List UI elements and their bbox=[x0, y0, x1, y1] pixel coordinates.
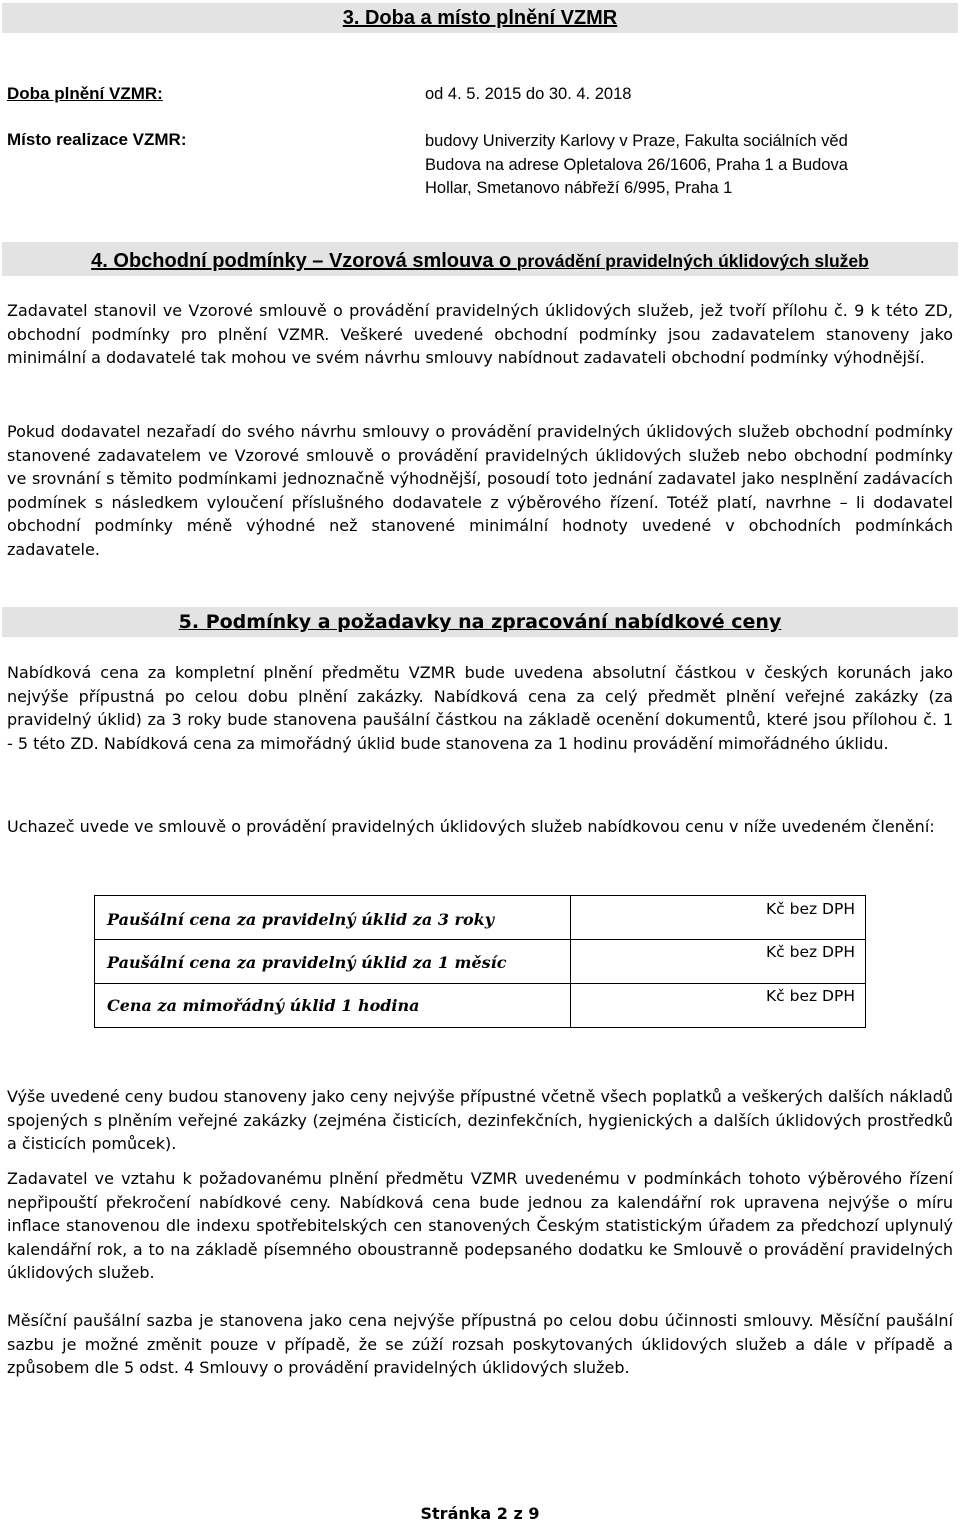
section-5-paragraph: Zadavatel ve vztahu k požadovanému plnění předmětu VZMR uvedenému v podmínkách tohoto výběrového řízení nepřipouští překročení nabídkové ceny. Nabídková cena bude jednou za kalendářní rok upravena nejvýše o míru inflace stanovenou dle indexu spotřebitelských cen stanovených Českým statistickým úřadem za předchozí uplynulý kalendářní rok, a to na základě písemného oboustranně podepsaného dodatku ke Smlouvě o provádění pravidelných úklidových služeb. bbox=[7, 1169, 953, 1282]
section-5-paragraph: Výše uvedené ceny budou stanoveny jako ceny nejvýše přípustné včetně všech poplatků a veškerých dalších nákladů spojených s plněním veřejné zakázky (zejména čisticích, dezinfekčních, hygienických a dalších úklidových prostředků a čisticích pomůcek). bbox=[7, 1087, 953, 1153]
table-row bbox=[95, 940, 866, 984]
section-4-title-main: 4. Obchodní podmínky – Vzorová smlouva o bbox=[91, 250, 517, 272]
price-table bbox=[94, 895, 866, 1028]
place-line: budovy Univerzity Karlovy v Praze, Fakulta sociálních věd bbox=[425, 132, 848, 150]
page-number: Stránka 2 z 9 bbox=[420, 1504, 540, 1523]
table-row bbox=[95, 896, 866, 940]
period-value: od 4. 5. 2015 do 30. 4. 2018 bbox=[425, 85, 632, 103]
place-line: Hollar, Smetanovo nábřeží 6/995, Praha 1 bbox=[425, 179, 733, 197]
section-5-title: 5. Podmínky a požadavky na zpracování nabídkové ceny bbox=[178, 611, 782, 633]
place-label: Místo realizace VZMR: bbox=[7, 130, 187, 149]
section-4-heading bbox=[2, 242, 958, 276]
price-row-value: Kč bez DPH bbox=[571, 896, 866, 940]
section-5-heading bbox=[2, 607, 958, 637]
section-4-title-sub: provádění pravidelných úklidových služeb bbox=[516, 251, 869, 271]
price-row-value: Kč bez DPH bbox=[571, 984, 866, 1028]
section-4-paragraph: Zadavatel stanovil ve Vzorové smlouvě o provádění pravidelných úklidových služeb, jež tvoří přílohu č. 9 k této ZD, obchodní podmínky pro plnění VZMR. Veškeré uvedené obchodní podmínky jsou zadavatelem stanoveny jako minimální a dodavatelé tak mohou ve svém návrhu smlouvy nabídnout zadavateli obchodní podmínky výhodnější. bbox=[7, 301, 953, 367]
price-row-value: Kč bez DPH bbox=[571, 940, 866, 984]
price-row-label: Paušální cena za pravidelný úklid za 3 roky bbox=[95, 896, 571, 940]
section-4-paragraph: Pokud dodavatel nezařadí do svého návrhu smlouvy o provádění pravidelných úklidových služeb obchodní podmínky stanovené zadavatelem ve Vzorové smlouvě o provádění pravidelných úklidových služeb nebo obchodní podmínky ve srovnání s těmito podmínkami jednoznačně výhodnější, posoudí toto jednání zadavatel jako nesplnění zadávacích podmínek s následkem vyloučení příslušného dodavatele z výběrového řízení. Totéž platí, navrhne – li dodavatel obchodní podmínky méně výhodné než stanovené minimální hodnoty uvedené v obchodních podmínkách zadavatele. bbox=[7, 422, 953, 559]
period-label: Doba plnění VZMR: bbox=[7, 84, 163, 103]
section-5-paragraph: Uchazeč uvede ve smlouvě o provádění pravidelných úklidových služeb nabídkovou cenu v níže uvedeném členění: bbox=[7, 817, 935, 836]
table-row bbox=[95, 984, 866, 1028]
place-value bbox=[425, 130, 955, 201]
section-5-paragraph: Měsíční paušální sazba je stanovena jako cena nejvýše přípustná po celou dobu účinnosti smlouvy. Měsíční paušální sazbu je možné změnit pouze v případě, že se zúží rozsah poskytovaných úklidových služeb a dále v případě a způsobem dle 5 odst. 4 Smlouvy o provádění pravidelných úklidových služeb. bbox=[7, 1311, 953, 1377]
section-3-heading bbox=[2, 3, 958, 33]
place-line: Budova na adrese Opletalova 26/1606, Praha 1 a Budova bbox=[425, 155, 848, 174]
price-row-label: Paušální cena za pravidelný úklid za 1 měsíc bbox=[95, 940, 571, 984]
section-3-title: 3. Doba a místo plnění VZMR bbox=[342, 7, 618, 29]
section-5-paragraph: Nabídková cena za kompletní plnění předmětu VZMR bude uvedena absolutní částkou v českých korunách jako nejvýše přípustná po celou dobu plnění zakázky. Nabídková cena za celý předmět plnění veřejné zakázky (za pravidelný úklid) za 3 roky bude stanovena paušální částkou na základě ocenění dokumentů, které jsou přílohou č. 1 - 5 této ZD. Nabídková cena za mimořádný úklid bude stanovena za 1 hodinu provádění mimořádného úklidu. bbox=[7, 663, 953, 753]
price-row-label: Cena za mimořádný úklid 1 hodina bbox=[95, 984, 571, 1028]
